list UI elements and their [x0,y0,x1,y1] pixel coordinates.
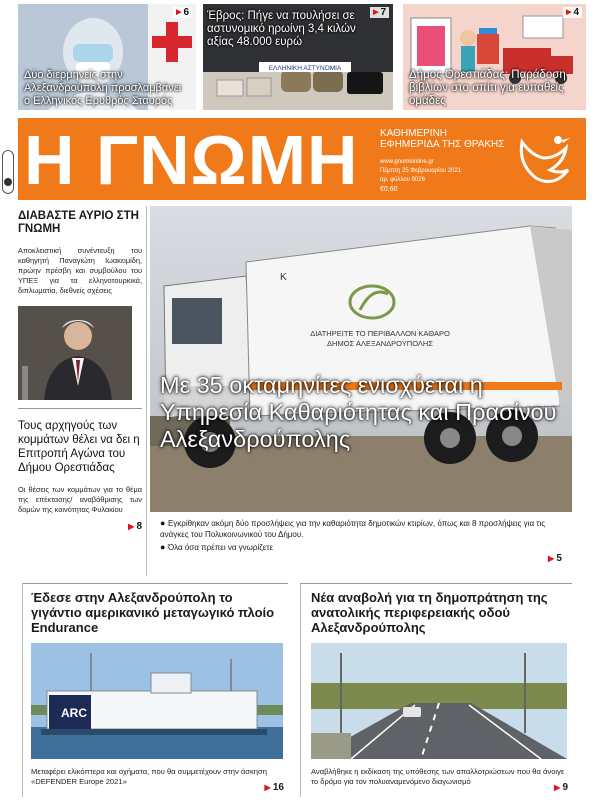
teaser-heroin[interactable] [203,4,393,110]
ship-name: ARC [61,706,87,720]
page-ref: ▶ 4 [563,7,582,18]
arrow-right-icon: ▶ [264,783,273,792]
story-caption: Μεταφέρει ελικόπτερα και οχήματα, που θα συμμετέχουν στην άσκηση «DEFENDER Europe 2021» [31,767,267,786]
page-number: 9 [562,782,568,793]
orestiada-story-title[interactable]: Τους αρχηγούς των κομμάτων θέλει να δει η Επιτροπή Αγώνα του Δήμου Ορεστιάδας [18,420,140,474]
story-caption: Αναβλήθηκε η εκδίκαση της υπόθεσης των απαλλοτριώσεων που θα άνοιγε το δρόμο για τον πολυαναμενόμενο διαγωνισμό [311,767,565,786]
dove-logo-icon [510,124,580,194]
police-sign: ΕΛΛΗΝΙΚΗ ΑΣΤΥΝΟΜΙΑ [268,65,342,72]
masthead-subtitle [380,128,504,150]
truck-municipality: ΔΗΜΟΣ ΑΛΕΞΑΝΔΡΟΥΠΟΛΗΣ [327,339,433,348]
website[interactable]: www.gnomionline.gr [380,159,434,165]
page-number: 8 [136,521,142,532]
divider [18,408,142,409]
teaser-caption: Δύο διερμηνείς στην Αλεξανδρούπολη προσλαμβάνει ο Ελληνικός Ερυθρός Σταυρός [24,69,182,107]
subtitle-line-2: ΕΦΗΜΕΡΙΔΑ ΤΗΣ ΘΡΑΚΗΣ [380,139,505,150]
page-ref [18,521,142,532]
page-ref [265,782,285,793]
truck-slogan: ΔΙΑΤΗΡΕΙΤΕ ΤΟ ΠΕΡΙΒΑΛΛΟΝ ΚΑΘΑΡΟ [310,329,450,338]
side-marker [2,150,14,194]
page-ref [554,782,568,793]
bullet-item [160,518,572,540]
price: €0,60 [380,186,398,193]
teaser-caption: Δήμος Ορεστιάδας: Παράδοση βιβλίων στο σπίτι για ευπαθείς ομάδες [409,69,566,107]
teaser-caption: Έβρος: Πήγε να πουλήσει σε αστυνομικό ηρωίνη 3,4 κιλών αξίας 48.000 ευρώ [207,10,356,48]
page-number: 5 [556,553,562,564]
bullet-icon: ● [160,518,168,528]
garbage-truck-photo [150,206,572,512]
hero-bullets [160,518,572,553]
page-ref: ▶ 7 [370,7,389,18]
arrow-right-icon: ▶ [554,783,563,792]
interview-photo [18,306,132,400]
story-ring-road[interactable] [300,583,572,797]
issue-date: Πέμπτη 25 Φεβρουαρίου 2021 [380,168,462,174]
masthead [18,118,586,200]
arrow-right-icon: ▶ [548,554,557,563]
bullet-item [160,542,572,553]
bullet-text: Εγκρίθηκαν ακόμη δύο προσλήψεις για την καθαριότητα δημοτικών κτιρίων, όπως και 8 προσλήψεις για τις ανάγκες του Πολυκοινωνικού του Δήμου. [160,519,546,539]
teaser-red-cross[interactable] [18,4,196,110]
column-divider [146,206,147,576]
tomorrow-text: Αποκλειστική συνέντευξη του καθηγητή Παναγιώτη Ιωακειμίδη, πρώην πρέσβη και συμβούλου του ΥΠΕΞ για τα ελληνοτουρκικά, διπλωματία, διεθνείς σχέσεις [18,246,142,295]
page-ref [548,553,562,564]
hero-headline[interactable]: Με 35 οκταμηνίτες ενισχύεται η Υπηρεσία Καθαριότητας και Πρασίνου Αλεξανδρούπολης [160,372,557,452]
newspaper-title: Η ΓΝΩΜΗ [24,121,359,199]
bullet-icon: ● [160,542,168,552]
page-number: 16 [272,782,284,793]
story-endurance[interactable] [22,583,288,797]
left-column [18,206,142,532]
masthead-info [380,158,461,194]
tomorrow-heading: ΔΙΑΒΑΣΤΕ ΑΥΡΙΟ ΣΤΗ ΓΝΩΜΗ [18,210,139,235]
road-photo [311,643,567,759]
bullet-text: Όλα όσα πρέπει να γνωρίζετε [167,543,274,552]
hero-story[interactable] [150,206,572,512]
story-headline[interactable]: Νέα αναβολή για τη δημοπράτηση της ανατολικής περιφερειακής οδού Αλεξανδρούπολης [311,590,548,635]
page-ref: ▶ 6 [173,7,192,18]
arrow-right-icon: ▶ [128,522,137,531]
svg-text:K: K [280,272,287,283]
story-headline[interactable]: Έδεσε στην Αλεξανδρούπολη το γιγάντιο αμερικανικό μεταγωγικό πλοίο Endurance [31,590,275,635]
teaser-books[interactable] [403,4,586,110]
ship-photo [31,643,283,759]
issue-number: αρ. φύλλου 9026 [380,177,425,183]
side-marker-dot [4,178,12,186]
orestiada-story-text: Οι θέσεις των κομμάτων για το θέμα της επέκτασης/ αναβάθμισης των δομών της κοινότητας Φυλακίου [18,485,142,514]
subtitle-line-1: ΚΑΘΗΜΕΡΙΝΗ [380,128,448,139]
